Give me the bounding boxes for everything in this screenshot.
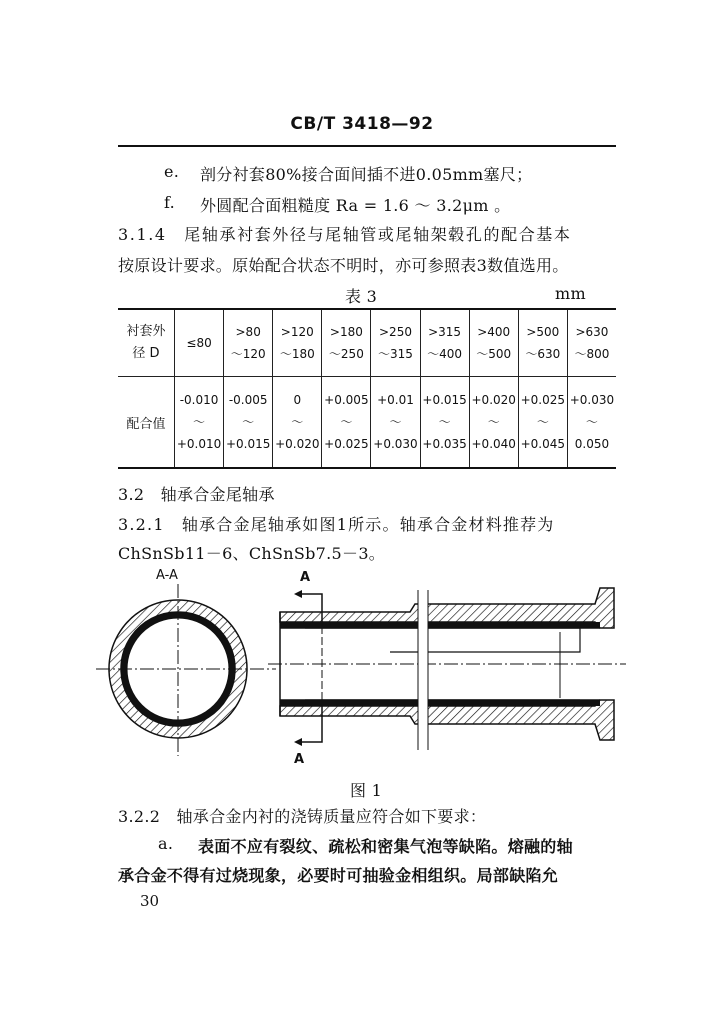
row-header-line1: 衬套外 <box>126 324 166 339</box>
figure-label-a-top: A <box>300 570 311 585</box>
item-e-text: 剖分衬套80%接合面间插不进0.05mm塞尺； <box>200 165 533 184</box>
section-3-2-1-line1: 3.2.1 轴承合金尾轴承如图1所示。轴承合金材料推荐为 <box>118 515 555 534</box>
range-cell <box>567 309 616 377</box>
item-e-marker: e. <box>164 162 180 181</box>
range-top: >500 <box>526 325 560 339</box>
table-row-outer-diameter <box>118 309 616 377</box>
figure-1-drawing <box>90 580 630 770</box>
fit-cell <box>518 377 567 469</box>
fit-bottom: +0.030 <box>373 437 418 451</box>
fit-top: +0.01 <box>377 393 414 407</box>
range-bottom: ～800 <box>574 347 610 361</box>
range-top: >630 <box>575 325 609 339</box>
range-cell <box>224 309 273 377</box>
page-header-standard-number: CB/T 3418—92 <box>290 114 434 134</box>
fit-tilde: ～ <box>487 415 500 429</box>
range-cell <box>273 309 322 377</box>
fit-tilde: ～ <box>438 415 451 429</box>
fit-tilde: ～ <box>291 415 304 429</box>
range-top: >400 <box>477 325 511 339</box>
range-top: >315 <box>428 325 462 339</box>
range-bottom: ～250 <box>328 347 364 361</box>
section-3-2-1-line2: ChSnSb11－6、ChSnSb7.5－3。 <box>118 544 386 563</box>
range-cell <box>322 309 371 377</box>
fit-cell <box>273 377 322 469</box>
fit-tilde: ～ <box>193 415 206 429</box>
range-cell <box>469 309 518 377</box>
section-3-2-title: 3.2 轴承合金尾轴承 <box>118 485 275 504</box>
figure-label-a-bottom: A <box>294 752 305 767</box>
fit-tilde: ～ <box>585 415 598 429</box>
range-bottom: ～400 <box>427 347 463 361</box>
fit-tilde: ～ <box>242 415 255 429</box>
longitudinal-section-view <box>268 588 626 750</box>
range-cell <box>420 309 469 377</box>
table-3 <box>118 308 616 469</box>
range-bottom: ～315 <box>378 347 413 361</box>
fit-top: +0.020 <box>471 393 516 407</box>
section-3-1-4-line2: 按原设计要求。原始配合状态不明时，亦可参照表3数值选用。 <box>118 256 569 275</box>
row-header-fit-value: 配合值 <box>118 377 175 469</box>
header-rule <box>118 145 616 147</box>
range-top: ≤80 <box>186 336 212 350</box>
fit-bottom: +0.045 <box>520 437 566 451</box>
fit-cell <box>322 377 371 469</box>
fit-bottom: +0.035 <box>422 437 467 451</box>
fit-top: +0.015 <box>422 393 467 407</box>
fit-tilde: ～ <box>389 415 402 429</box>
range-bottom: ～180 <box>279 347 315 361</box>
fit-bottom: +0.010 <box>176 437 222 451</box>
range-top: >120 <box>280 325 314 339</box>
table-caption: 表 3 <box>345 287 378 306</box>
fit-cell <box>224 377 273 469</box>
figure-section-label-aa: A-A <box>156 568 178 583</box>
section-3-2-2-line1: 3.2.2 轴承合金内衬的浇铸质量应符合如下要求： <box>118 807 487 826</box>
range-cell <box>518 309 567 377</box>
section-3-1-4-line1: 3.1.4 尾轴承衬套外径与尾轴管或尾轴架毂孔的配合基本 <box>118 225 572 244</box>
range-top: >250 <box>379 325 412 339</box>
row-header-line2: 径 D <box>132 346 160 361</box>
fit-tilde: ～ <box>536 415 549 429</box>
fit-cell <box>420 377 469 469</box>
fit-cell <box>371 377 420 469</box>
fit-top: +0.005 <box>324 393 369 407</box>
fit-cell <box>469 377 518 469</box>
fit-top: -0.005 <box>228 393 268 407</box>
fit-bottom: +0.025 <box>324 437 369 451</box>
item-a-line1: 表面不应有裂纹、疏松和密集气泡等缺陷。熔融的轴 <box>198 837 573 856</box>
fit-bottom: 0.050 <box>574 437 610 451</box>
item-a-marker: a. <box>158 834 174 853</box>
fit-tilde: ～ <box>340 415 353 429</box>
fit-top: +0.030 <box>569 393 615 407</box>
fit-top: +0.025 <box>520 393 566 407</box>
fit-bottom: +0.040 <box>471 437 516 451</box>
range-cell <box>371 309 420 377</box>
range-bottom: ～500 <box>476 347 512 361</box>
table-unit: mm <box>555 284 586 303</box>
range-top: >180 <box>329 325 363 339</box>
range-cell <box>175 309 224 377</box>
range-top: >80 <box>235 325 261 339</box>
fit-bottom: +0.020 <box>275 437 320 451</box>
fit-cell <box>567 377 616 469</box>
fit-top: -0.010 <box>179 393 219 407</box>
table-row-fit-values <box>118 377 616 469</box>
item-a-line2: 承合金不得有过烧现象，必要时可抽验金相组织。局部缺陷允 <box>118 866 559 885</box>
range-bottom: ～120 <box>230 347 266 361</box>
fit-bottom: +0.015 <box>225 437 271 451</box>
page-number: 30 <box>140 892 160 910</box>
range-bottom: ～630 <box>525 347 561 361</box>
item-f-marker: f. <box>164 193 176 212</box>
item-f-text: 外圆配合面粗糙度 Ra = 1.6 ～ 3.2μm 。 <box>200 196 511 215</box>
cross-section-view <box>96 584 276 756</box>
row-header-outer-diameter <box>118 309 175 377</box>
figure-1-caption: 图 1 <box>350 781 383 800</box>
fit-top: 0 <box>293 393 302 407</box>
fit-cell <box>175 377 224 469</box>
